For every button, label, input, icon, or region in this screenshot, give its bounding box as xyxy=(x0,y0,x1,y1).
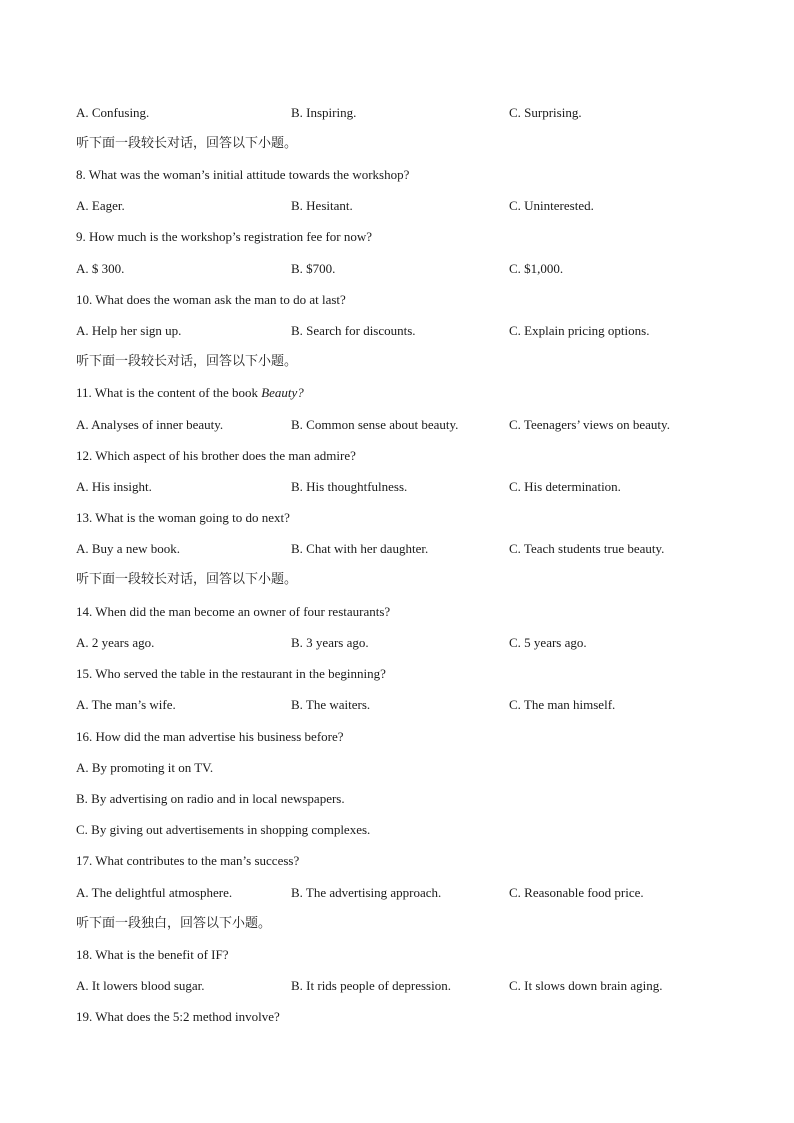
q17-question: 17. What contributes to the man’s success? xyxy=(76,853,300,868)
q9-option-b: B. $700. xyxy=(291,261,336,276)
q17-option-c: C. Reasonable food price. xyxy=(509,885,644,900)
q13-question: 13. What is the woman going to do next? xyxy=(76,510,290,525)
q11-option-c: C. Teenagers’ views on beauty. xyxy=(509,417,670,432)
q12-question: 12. Which aspect of his brother does the man admire? xyxy=(76,448,356,463)
q14-option-c: C. 5 years ago. xyxy=(509,635,587,650)
q12-option-b: B. His thoughtfulness. xyxy=(291,479,408,494)
q14-option-a: A. 2 years ago. xyxy=(76,635,155,650)
q18-question: 18. What is the benefit of IF? xyxy=(76,947,229,962)
q15-option-c: C. The man himself. xyxy=(509,697,616,712)
q11-option-b: B. Common sense about beauty. xyxy=(291,417,459,432)
q7-option-c: C. Surprising. xyxy=(509,105,582,120)
q7-option-a: A. Confusing. xyxy=(76,105,150,120)
q17-option-a: A. The delightful atmosphere. xyxy=(76,885,233,900)
section-instruction: 听下面一段较长对话，回答以下小题。 xyxy=(76,572,298,587)
q8-option-a: A. Eager. xyxy=(76,198,125,213)
q8-question: 8. What was the woman’s initial attitude towards the workshop? xyxy=(76,167,410,182)
q19-question: 19. What does the 5:2 method involve? xyxy=(76,1009,280,1024)
q15-option-b: B. The waiters. xyxy=(291,697,371,712)
q9-question: 9. How much is the workshop’s registration fee for now? xyxy=(76,229,373,244)
section-instruction: 听下面一段独白，回答以下小题。 xyxy=(76,916,272,931)
q12-option-a: A. His insight. xyxy=(76,479,152,494)
q16-option-c: C. By giving out advertisements in shopping complexes. xyxy=(76,822,371,837)
q10-option-b: B. Search for discounts. xyxy=(291,323,416,338)
q16-question: 16. How did the man advertise his business before? xyxy=(76,729,344,744)
q15-question: 15. Who served the table in the restaurant in the beginning? xyxy=(76,666,386,681)
q12-option-c: C. His determination. xyxy=(509,479,621,494)
q11-option-a: A. Analyses of inner beauty. xyxy=(76,417,224,432)
q13-option-b: B. Chat with her daughter. xyxy=(291,541,429,556)
q8-option-c: C. Uninterested. xyxy=(509,198,594,213)
q13-option-a: A. Buy a new book. xyxy=(76,541,180,556)
q10-option-c: C. Explain pricing options. xyxy=(509,323,650,338)
q8-option-b: B. Hesitant. xyxy=(291,198,353,213)
q14-question: 14. When did the man become an owner of four restaurants? xyxy=(76,604,391,619)
q16-option-a: A. By promoting it on TV. xyxy=(76,760,214,775)
q17-option-b: B. The advertising approach. xyxy=(291,885,442,900)
q11-question-text: 11. What is the content of the book xyxy=(76,385,262,400)
q9-option-c: C. $1,000. xyxy=(509,261,564,276)
q13-option-c: C. Teach students true beauty. xyxy=(509,541,665,556)
section-instruction: 听下面一段较长对话，回答以下小题。 xyxy=(76,354,298,369)
q11-question xyxy=(76,385,304,401)
q7-option-b: B. Inspiring. xyxy=(291,105,357,120)
q14-option-b: B. 3 years ago. xyxy=(291,635,369,650)
q11-book-title: Beauty? xyxy=(261,385,304,400)
q18-option-b: B. It rids people of depression. xyxy=(291,978,451,993)
q16-option-b: B. By advertising on radio and in local newspapers. xyxy=(76,791,345,806)
q10-option-a: A. Help her sign up. xyxy=(76,323,182,338)
q18-option-a: A. It lowers blood sugar. xyxy=(76,978,205,993)
q15-option-a: A. The man’s wife. xyxy=(76,697,176,712)
q18-option-c: C. It slows down brain aging. xyxy=(509,978,663,993)
q10-question: 10. What does the woman ask the man to do at last? xyxy=(76,292,346,307)
q9-option-a: A. $ 300. xyxy=(76,261,125,276)
section-instruction: 听下面一段较长对话，回答以下小题。 xyxy=(76,136,298,151)
